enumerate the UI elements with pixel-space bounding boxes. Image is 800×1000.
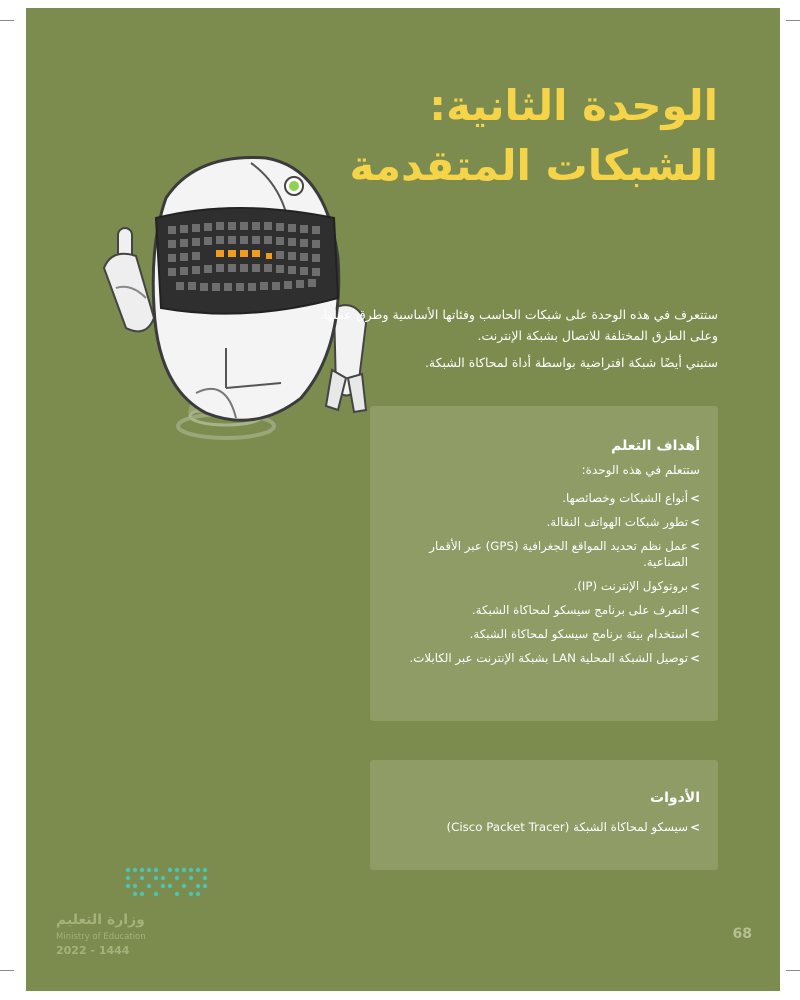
unit-title-line1: الوحدة الثانية:	[429, 81, 718, 130]
learning-objectives-list	[382, 490, 700, 674]
robot-mascot-illustration	[76, 148, 376, 448]
unit-title-line2: الشبكات المتقدمة	[349, 141, 718, 190]
ministry-logo-mark-icon	[122, 864, 222, 898]
objective-item: > بروتوكول الإنترنت (IP).	[382, 578, 700, 594]
robot-left-hand	[104, 228, 154, 331]
learning-objectives-box	[370, 406, 718, 721]
page-number: 68	[732, 926, 752, 942]
objective-item: > استخدام بيئة برنامج سيسكو لمحاكاة الشبكة.	[382, 626, 700, 642]
objective-item: > تطور شبكات الهواتف النقالة.	[382, 514, 700, 530]
tools-heading: الأدوات	[650, 790, 700, 806]
crop-mark	[0, 970, 14, 971]
objective-item: > توصيل الشبكة المحلية LAN بشبكة الإنترنت عبر الكابلات.	[382, 650, 700, 666]
crop-mark	[0, 20, 14, 21]
tool-item: > سيسكو لمحاكاة الشبكة (Cisco Packet Tracer)	[382, 820, 700, 834]
objective-item: > التعرف على برنامج سيسكو لمحاكاة الشبكة.	[382, 602, 700, 618]
crop-mark	[786, 970, 800, 971]
tools-list	[382, 820, 700, 834]
learning-objectives-subheading: ستتعلم في هذه الوحدة:	[581, 463, 700, 477]
objective-item: > أنواع الشبكات وخصائصها.	[382, 490, 700, 506]
objective-item: > عمل نظم تحديد المواقع الجغرافية (GPS) عبر الأقمار الصناعية.	[382, 538, 700, 570]
intro-paragraph: ستتعرف في هذه الوحدة على شبكات الحاسب وفئاتها الأساسية وطرق عملها، وعلى الطرق المختلفة للاتصال بشبكة الإنترنت.	[319, 307, 718, 343]
learning-objectives-heading: أهداف التعلم	[611, 438, 700, 454]
robot-screen	[156, 208, 338, 314]
edition-years: 2022 - 1444	[56, 944, 130, 957]
ministry-name-arabic: وزارة التعليم	[56, 912, 145, 928]
crop-mark	[786, 20, 800, 21]
intro-paragraph: ستبني أيضًا شبكة افتراضية بواسطة أداة لمحاكاة الشبكة.	[424, 355, 718, 370]
unit-cover-page	[26, 8, 780, 991]
tools-box	[370, 760, 718, 870]
unit-introduction	[298, 304, 718, 373]
ministry-name-english: Ministry of Education	[56, 932, 146, 942]
ministry-of-education-logo	[52, 864, 192, 964]
